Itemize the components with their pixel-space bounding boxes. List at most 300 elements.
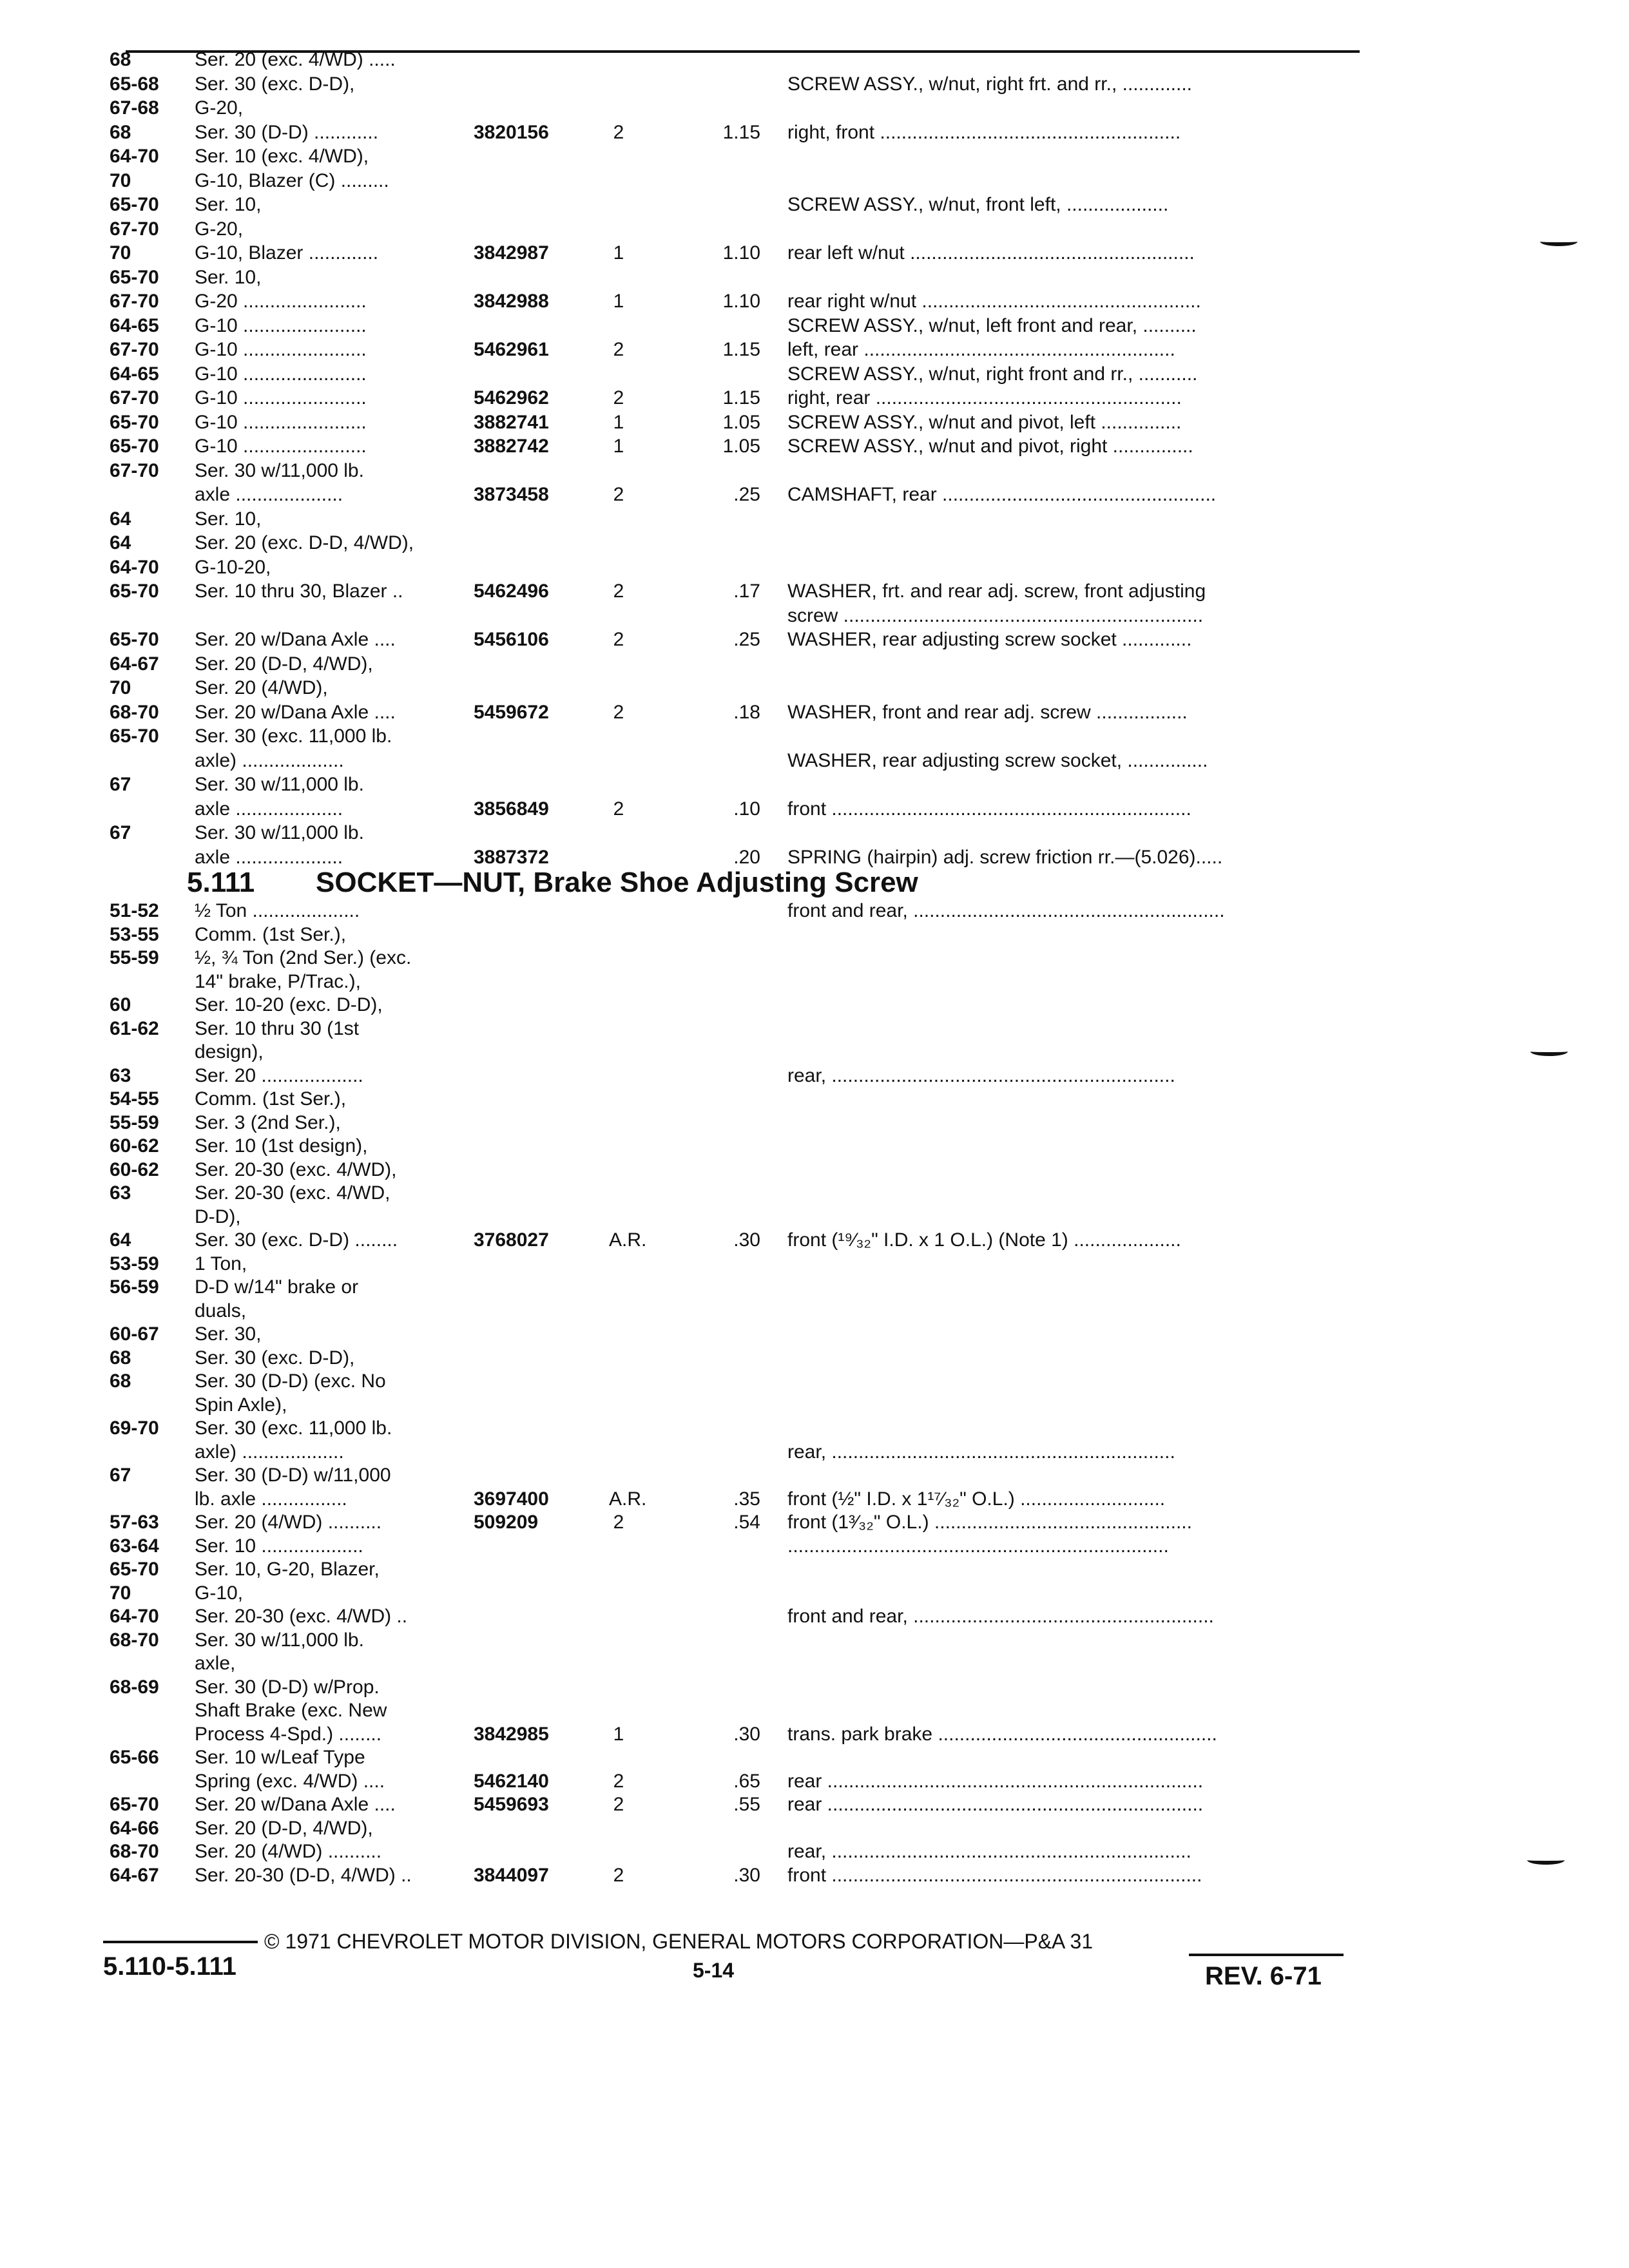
application-cell: Ser. 30 (exc. 11,000 lb. [195, 726, 392, 747]
price-cell: .35 [733, 1488, 760, 1510]
application-cell: axle .................... [195, 798, 343, 820]
table-row [0, 72, 1629, 97]
part-number-cell: 5456106 [474, 629, 549, 650]
description-cell: WASHER, rear adjusting screw socket ............. [787, 629, 1192, 650]
price-cell: .20 [733, 846, 760, 868]
description-cell: left, rear .......................................................... [787, 339, 1175, 360]
part-number-cell: 3873458 [474, 484, 549, 505]
application-cell: G-20 ....................... [195, 291, 367, 312]
price-cell: .30 [733, 1229, 760, 1251]
application-cell: Ser. 10 (exc. 4/WD), [195, 146, 369, 167]
year-cell: 65-70 [110, 1559, 159, 1580]
table-row [0, 993, 1629, 1017]
binding-mark [1540, 237, 1577, 246]
quantity-cell: 2 [613, 1864, 624, 1886]
table-row [0, 628, 1629, 652]
table-row [0, 386, 1629, 410]
description-cell: WASHER, front and rear adj. screw ................. [787, 701, 1188, 723]
year-cell: 67-70 [110, 218, 159, 240]
application-cell: Process 4-Spd.) ........ [195, 1723, 382, 1745]
table-row [0, 604, 1629, 628]
year-cell: 65-70 [110, 411, 159, 433]
year-cell: 64 [110, 532, 131, 553]
part-number-cell: 3820156 [474, 121, 549, 143]
application-cell: Ser. 30 (exc. 11,000 lb. [195, 1418, 392, 1439]
table-row [0, 1463, 1629, 1488]
year-cell: 70 [110, 169, 131, 191]
table-row [0, 1510, 1629, 1535]
application-cell: Ser. 30 w/11,000 lb. [195, 459, 364, 481]
price-cell: 1.15 [722, 121, 760, 143]
table-row [0, 483, 1629, 507]
description-cell: front (1³⁄₃₂" O.L.) ................................................ [787, 1512, 1192, 1533]
table-row [0, 1181, 1629, 1206]
price-cell: 1.05 [722, 411, 760, 433]
part-number-cell: 3844097 [474, 1864, 549, 1886]
year-cell: 63 [110, 1182, 131, 1204]
application-cell: Ser. 20 w/Dana Axle .... [195, 1794, 396, 1815]
application-cell: 14" brake, P/Trac.), [195, 970, 361, 992]
section-heading [187, 867, 918, 899]
application-cell: lb. axle ................ [195, 1488, 347, 1510]
application-cell: Ser. 10, [195, 266, 262, 288]
table-row [0, 1816, 1629, 1841]
footer-rule-left [103, 1941, 258, 1943]
table-row [0, 724, 1629, 749]
part-number-cell: 3882741 [474, 411, 549, 433]
table-row [0, 923, 1629, 947]
table-row [0, 1369, 1629, 1394]
table-row [0, 507, 1629, 532]
year-cell: 68 [110, 49, 131, 70]
application-cell: duals, [195, 1300, 247, 1321]
year-cell: 64-70 [110, 556, 159, 578]
quantity-cell: 1 [613, 411, 624, 433]
table-row [0, 1252, 1629, 1276]
quantity-cell: 2 [613, 1512, 624, 1533]
application-cell: Comm. (1st Ser.), [195, 1088, 347, 1110]
price-cell: .65 [733, 1770, 760, 1792]
description-cell: front (¹⁹⁄₃₂" I.D. x 1 O.L.) (Note 1) .................... [787, 1229, 1181, 1251]
table-row [0, 434, 1629, 459]
year-cell: 64-67 [110, 1864, 159, 1886]
table-row [0, 531, 1629, 555]
description-cell: SCREW ASSY., w/nut and pivot, left ............... [787, 411, 1182, 433]
price-cell: 1.10 [722, 242, 760, 264]
price-cell: .30 [733, 1723, 760, 1745]
application-cell: Ser. 20 (D-D, 4/WD), [195, 1817, 373, 1839]
year-cell: 68-70 [110, 1841, 159, 1862]
quantity-cell: 1 [613, 242, 624, 264]
table-row [0, 946, 1629, 970]
year-cell: 65-70 [110, 436, 159, 457]
table-row [0, 169, 1629, 193]
table-row [0, 144, 1629, 169]
year-cell: 68-70 [110, 1629, 159, 1651]
application-cell: Ser. 30 w/11,000 lb. [195, 774, 364, 795]
year-cell: 63-64 [110, 1535, 159, 1557]
quantity-cell: 2 [613, 387, 624, 408]
application-cell: Ser. 20 (4/WD) .......... [195, 1841, 382, 1862]
table-row [0, 1628, 1629, 1653]
application-cell: Ser. 20 w/Dana Axle .... [195, 701, 396, 723]
footer-rule-right [1189, 1954, 1344, 1956]
application-cell: Ser. 20 (D-D, 4/WD), [195, 653, 373, 675]
table-row [0, 797, 1629, 822]
application-cell: axle) ................... [195, 749, 344, 771]
table-row [0, 1581, 1629, 1606]
part-number-cell: 509209 [474, 1512, 539, 1533]
quantity-cell: 2 [613, 629, 624, 650]
year-cell: 67-70 [110, 387, 159, 408]
table-row [0, 410, 1629, 435]
binding-mark [1527, 1856, 1565, 1865]
table-row [0, 241, 1629, 265]
year-cell: 68-70 [110, 701, 159, 723]
table-row [0, 1087, 1629, 1111]
table-row [0, 1440, 1629, 1465]
price-cell: 1.10 [722, 291, 760, 312]
table-row [0, 1205, 1629, 1229]
table-row [0, 1651, 1629, 1676]
year-cell: 57-63 [110, 1512, 159, 1533]
year-cell: 64-65 [110, 363, 159, 385]
section-number: 5.111 [187, 867, 255, 898]
part-number-cell: 3842987 [474, 242, 549, 264]
application-cell: G-10 ....................... [195, 363, 367, 385]
year-cell: 67-70 [110, 291, 159, 312]
application-cell: design), [195, 1041, 264, 1062]
application-cell: Ser. 20 ................... [195, 1064, 363, 1086]
year-cell: 56-59 [110, 1276, 159, 1298]
price-cell: .54 [733, 1512, 760, 1533]
application-cell: G-10, Blazer (C) ......... [195, 169, 389, 191]
table-row [0, 899, 1629, 923]
table-row [0, 1604, 1629, 1629]
year-cell: 65-70 [110, 194, 159, 215]
year-cell: 64 [110, 508, 131, 530]
part-number-cell: 3887372 [474, 846, 549, 868]
quantity-cell: 1 [613, 1723, 624, 1745]
description-cell: front and rear, .......................................................... [787, 900, 1225, 921]
description-cell: ....................................................................... [787, 1535, 1169, 1557]
description-cell: SPRING (hairpin) adj. screw friction rr.—(5.026)..... [787, 846, 1223, 868]
year-cell: 55-59 [110, 1111, 159, 1133]
year-cell: 65-68 [110, 73, 159, 95]
quantity-cell: 2 [613, 1770, 624, 1792]
application-cell: 1 Ton, [195, 1253, 247, 1274]
table-row [0, 1792, 1629, 1817]
application-cell: Ser. 10 (1st design), [195, 1135, 368, 1157]
year-cell: 68 [110, 1347, 131, 1369]
application-cell: Ser. 10, [195, 194, 262, 215]
quantity-cell: A.R. [609, 1229, 647, 1251]
table-row [0, 1698, 1629, 1723]
year-cell: 67 [110, 774, 131, 795]
quantity-cell: 1 [613, 291, 624, 312]
application-cell: Ser. 10, G-20, Blazer, [195, 1559, 380, 1580]
application-cell: Ser. 10 thru 30 (1st [195, 1017, 360, 1039]
quantity-cell: 2 [613, 798, 624, 820]
table-row [0, 1064, 1629, 1088]
year-cell: 64-70 [110, 1606, 159, 1627]
table-row [0, 289, 1629, 314]
application-cell: G-10 ....................... [195, 339, 367, 360]
application-cell: ½ Ton .................... [195, 900, 360, 921]
description-cell: SCREW ASSY., w/nut, right frt. and rr., ............. [787, 73, 1192, 95]
price-cell: .30 [733, 1864, 760, 1886]
table-row [0, 1769, 1629, 1794]
application-cell: Ser. 20-30 (exc. 4/WD) .. [195, 1606, 408, 1627]
section-range: 5.110-5.111 [103, 1952, 236, 1981]
table-row [0, 1134, 1629, 1158]
application-cell: D-D), [195, 1206, 241, 1227]
application-cell: axle) ................... [195, 1441, 344, 1463]
table-row [0, 1346, 1629, 1370]
year-cell: 64-67 [110, 653, 159, 675]
description-cell: front ..................................................................... [787, 1864, 1202, 1886]
price-cell: .18 [733, 701, 760, 723]
application-cell: Ser. 30 (exc. D-D) ........ [195, 1229, 398, 1251]
quantity-cell: 2 [613, 1794, 624, 1815]
year-cell: 68 [110, 1370, 131, 1392]
application-cell: Ser. 20 (4/WD), [195, 677, 328, 698]
application-cell: Ser. 10-20 (exc. D-D), [195, 994, 383, 1015]
year-cell: 51-52 [110, 900, 159, 921]
application-cell: Ser. 20 (4/WD) .......... [195, 1512, 382, 1533]
description-cell: front and rear, ........................................................ [787, 1606, 1214, 1627]
year-cell: 65-70 [110, 726, 159, 747]
application-cell: Ser. 30 (D-D) (exc. No [195, 1370, 386, 1392]
description-cell: right, front ........................................................ [787, 121, 1181, 143]
year-cell: 64-65 [110, 314, 159, 336]
application-cell: Ser. 10 thru 30, Blazer .. [195, 581, 403, 602]
table-row [0, 48, 1629, 72]
year-cell: 64 [110, 1229, 131, 1251]
price-cell: 1.15 [722, 339, 760, 360]
table-row [0, 676, 1629, 700]
application-cell: Ser. 30 (D-D) ............ [195, 121, 379, 143]
table-row [0, 821, 1629, 845]
description-cell: rear left w/nut ..................................................... [787, 242, 1195, 264]
table-row [0, 1275, 1629, 1300]
table-row [0, 120, 1629, 145]
table-row [0, 1416, 1629, 1441]
application-cell: axle .................... [195, 484, 343, 505]
table-row [0, 1840, 1629, 1864]
application-cell: Ser. 10 w/Leaf Type [195, 1747, 365, 1768]
application-cell: Ser. 10, [195, 508, 262, 530]
price-cell: .25 [733, 629, 760, 650]
description-cell: SCREW ASSY., w/nut, front left, ................... [787, 194, 1169, 215]
application-cell: Ser. 30 w/11,000 lb. [195, 822, 364, 843]
year-cell: 67 [110, 1465, 131, 1486]
description-cell: CAMSHAFT, rear ................................................... [787, 484, 1217, 505]
table-row [0, 1040, 1629, 1064]
quantity-cell: 2 [613, 339, 624, 360]
application-cell: Shaft Brake (exc. New [195, 1700, 387, 1721]
description-cell: front (½" I.D. x 1¹⁷⁄₃₂" O.L.) ........................... [787, 1488, 1166, 1510]
table-row [0, 1017, 1629, 1041]
part-number-cell: 5462140 [474, 1770, 549, 1792]
application-cell: Ser. 20 (exc. 4/WD) ..... [195, 49, 396, 70]
part-number-cell: 3697400 [474, 1488, 549, 1510]
application-cell: Ser. 30, [195, 1323, 262, 1345]
quantity-cell: 2 [613, 701, 624, 723]
price-cell: 1.05 [722, 436, 760, 457]
description-cell: SCREW ASSY., w/nut and pivot, right ............... [787, 436, 1193, 457]
year-cell: 60 [110, 994, 131, 1015]
table-row [0, 749, 1629, 773]
application-cell: axle .................... [195, 846, 343, 868]
application-cell: G-10 ....................... [195, 314, 367, 336]
year-cell: 69-70 [110, 1418, 159, 1439]
table-row [0, 579, 1629, 604]
table-row [0, 1299, 1629, 1323]
application-cell: Ser. 30 (exc. D-D), [195, 73, 355, 95]
year-cell: 70 [110, 242, 131, 264]
table-row [0, 1487, 1629, 1512]
year-cell: 60-62 [110, 1158, 159, 1180]
binding-mark [1530, 1047, 1568, 1056]
part-number-cell: 3768027 [474, 1229, 549, 1251]
application-cell: G-10 ....................... [195, 436, 367, 457]
year-cell: 65-70 [110, 266, 159, 288]
year-cell: 67-70 [110, 459, 159, 481]
year-cell: 55-59 [110, 947, 159, 968]
description-cell: SCREW ASSY., w/nut, left front and rear, .......... [787, 314, 1197, 336]
table-row [0, 1722, 1629, 1747]
revision-label: REV. 6-71 [1205, 1962, 1322, 1990]
table-row [0, 845, 1629, 870]
application-cell: Ser. 30 w/11,000 lb. [195, 1629, 364, 1651]
description-cell: screw ................................................................... [787, 604, 1204, 626]
application-cell: Ser. 3 (2nd Ser.), [195, 1111, 341, 1133]
description-cell: rear, ................................................................... [787, 1841, 1191, 1862]
application-cell: axle, [195, 1653, 236, 1674]
application-cell: Ser. 20 w/Dana Axle .... [195, 629, 396, 650]
year-cell: 67-68 [110, 97, 159, 119]
description-cell: SCREW ASSY., w/nut, right front and rr., ........... [787, 363, 1198, 385]
table-row [0, 1322, 1629, 1347]
description-cell: rear ...................................................................... [787, 1794, 1204, 1815]
application-cell: Ser. 20-30 (exc. 4/WD), [195, 1158, 397, 1180]
part-number-cell: 5462961 [474, 339, 549, 360]
application-cell: D-D w/14" brake or [195, 1276, 359, 1298]
application-cell: Ser. 30 (exc. D-D), [195, 1347, 355, 1369]
part-number-cell: 5462496 [474, 581, 549, 602]
table-row [0, 362, 1629, 387]
description-cell: WASHER, frt. and rear adj. screw, front adjusting [787, 581, 1206, 602]
quantity-cell: A.R. [609, 1488, 647, 1510]
part-number-cell: 3842985 [474, 1723, 549, 1745]
quantity-cell: 1 [613, 436, 624, 457]
application-cell: Spring (exc. 4/WD) .... [195, 1770, 385, 1792]
price-cell: 1.15 [722, 387, 760, 408]
application-cell: G-10-20, [195, 556, 271, 578]
description-cell: rear right w/nut .................................................... [787, 291, 1201, 312]
table-row [0, 1393, 1629, 1418]
quantity-cell: 2 [613, 121, 624, 143]
year-cell: 67-70 [110, 339, 159, 360]
application-cell: Ser. 30 (D-D) w/11,000 [195, 1465, 391, 1486]
year-cell: 60-67 [110, 1323, 159, 1345]
application-cell: G-20, [195, 97, 244, 119]
year-cell: 65-70 [110, 629, 159, 650]
description-cell: rear ...................................................................... [787, 1770, 1204, 1792]
application-cell: G-10, Blazer ............. [195, 242, 379, 264]
application-cell: Spin Axle), [195, 1394, 287, 1416]
table-row [0, 773, 1629, 797]
year-cell: 65-66 [110, 1747, 159, 1768]
application-cell: Ser. 20-30 (exc. 4/WD, [195, 1182, 390, 1204]
description-cell: right, rear ......................................................... [787, 387, 1182, 408]
table-row [0, 1111, 1629, 1135]
table-row [0, 1675, 1629, 1700]
year-cell: 68-69 [110, 1676, 159, 1698]
description-cell: rear, ................................................................ [787, 1441, 1175, 1463]
year-cell: 65-70 [110, 581, 159, 602]
price-cell: .55 [733, 1794, 760, 1815]
table-row [0, 265, 1629, 290]
year-cell: 53-55 [110, 923, 159, 945]
year-cell: 67 [110, 822, 131, 843]
year-cell: 61-62 [110, 1017, 159, 1039]
year-cell: 64-70 [110, 146, 159, 167]
table-row [0, 338, 1629, 362]
application-cell: G-10 ....................... [195, 411, 367, 433]
part-number-cell: 5462962 [474, 387, 549, 408]
application-cell: ½, ¾ Ton (2nd Ser.) (exc. [195, 947, 412, 968]
year-cell: 53-59 [110, 1253, 159, 1274]
part-number-cell: 3856849 [474, 798, 549, 820]
application-cell: Ser. 20-30 (D-D, 4/WD) .. [195, 1864, 412, 1886]
part-number-cell: 5459672 [474, 701, 549, 723]
application-cell: Comm. (1st Ser.), [195, 923, 347, 945]
description-cell: front ................................................................... [787, 798, 1191, 820]
table-row [0, 217, 1629, 242]
description-cell: rear, ................................................................ [787, 1064, 1175, 1086]
year-cell: 63 [110, 1064, 131, 1086]
table-row [0, 652, 1629, 677]
part-number-cell: 3842988 [474, 291, 549, 312]
table-row [0, 1863, 1629, 1888]
description-cell: trans. park brake .................................................... [787, 1723, 1217, 1745]
table-row [0, 700, 1629, 725]
application-cell: G-10, [195, 1582, 244, 1604]
section-title: SOCKET—NUT, Brake Shoe Adjusting Screw [316, 867, 918, 898]
table-row [0, 1228, 1629, 1253]
description-cell: WASHER, rear adjusting screw socket, ............... [787, 749, 1208, 771]
year-cell: 70 [110, 1582, 131, 1604]
part-number-cell: 5459693 [474, 1794, 549, 1815]
table-row [0, 96, 1629, 120]
table-row [0, 970, 1629, 994]
quantity-cell: 2 [613, 581, 624, 602]
application-cell: G-10 ....................... [195, 387, 367, 408]
table-row [0, 555, 1629, 580]
year-cell: 64-66 [110, 1817, 159, 1839]
application-cell: G-20, [195, 218, 244, 240]
year-cell: 68 [110, 121, 131, 143]
application-cell: Ser. 20 (exc. D-D, 4/WD), [195, 532, 414, 553]
application-cell: Ser. 30 (D-D) w/Prop. [195, 1676, 380, 1698]
price-cell: .17 [733, 581, 760, 602]
table-row [0, 1158, 1629, 1182]
table-row [0, 193, 1629, 217]
price-cell: .10 [733, 798, 760, 820]
table-row [0, 1557, 1629, 1582]
